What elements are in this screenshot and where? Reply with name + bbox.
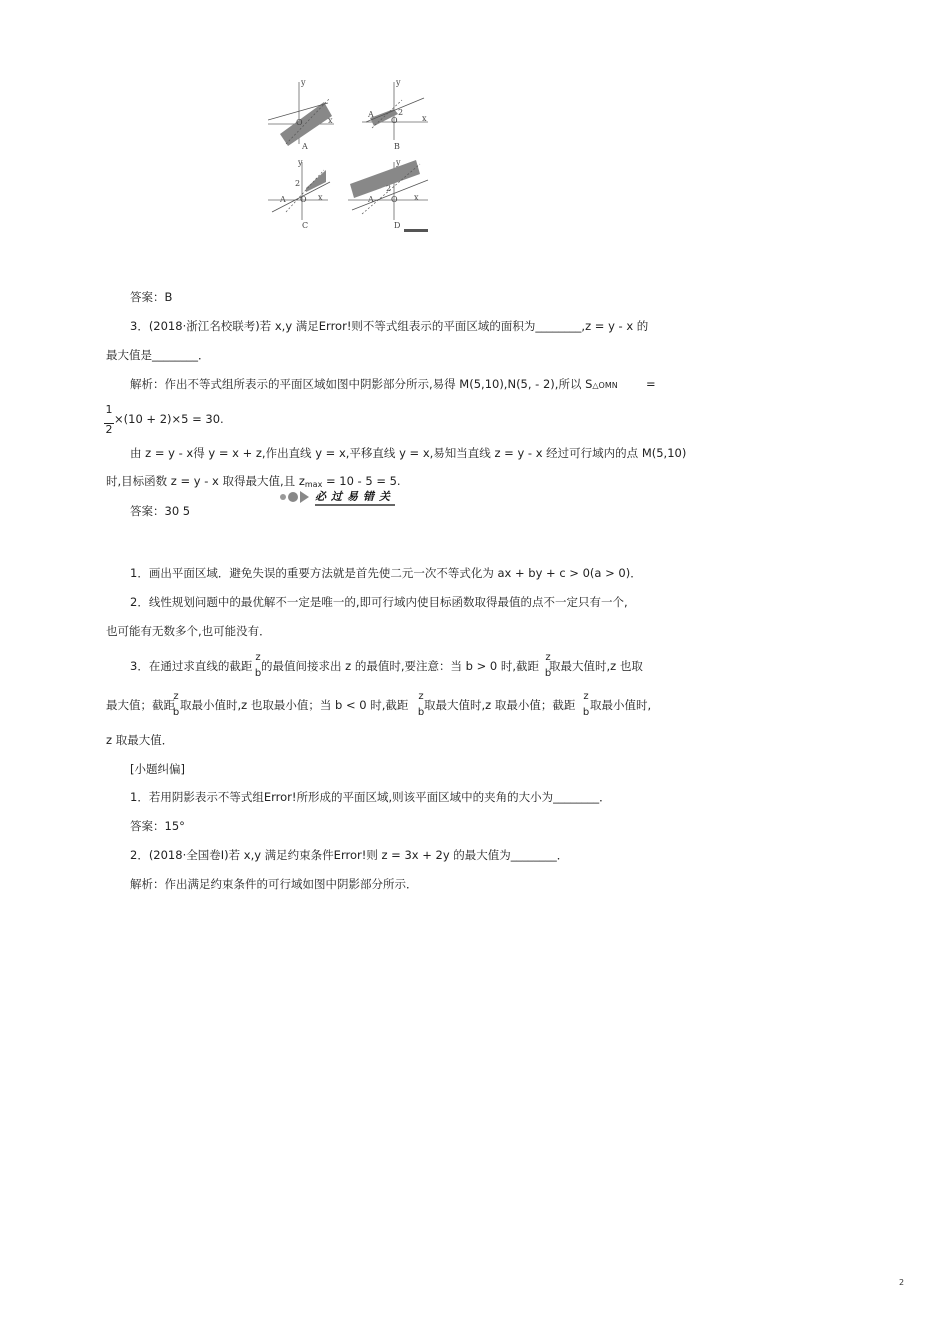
section-heading-corrections: [小题纠偏] bbox=[130, 762, 185, 776]
figure-option-b bbox=[362, 78, 432, 153]
page-number: 2 bbox=[899, 1278, 905, 1287]
fraction-denominator-2: 2 bbox=[105, 423, 113, 436]
tip-1: 1．画出平面区域．避免失误的重要方法就是首先使二元一次不等式化为 ax + by + c > 0(a > 0)． bbox=[130, 566, 642, 580]
problem-3-line: 3．(2018·浙江名校联考)若 x,y 满足Error!则不等式组表示的平面区域的面积为________,z = y - x 的 bbox=[130, 319, 649, 333]
solution-line-3-text: 时,目标函数 z = y - x 取得最大值,且 z bbox=[106, 474, 305, 488]
fraction-z-3: z bbox=[173, 691, 179, 702]
tip-3-line-2-part-1: 最大值；截距 bbox=[106, 698, 175, 712]
graph-d-origin-label: O bbox=[391, 195, 398, 204]
graph-d-a-label: A bbox=[368, 195, 374, 204]
fraction-b-5: b bbox=[582, 707, 590, 718]
graph-d-y-label: y bbox=[396, 158, 401, 167]
graph-d-2-label: 2 bbox=[386, 184, 392, 193]
answer-line-b: 答案：B bbox=[130, 290, 173, 304]
equals-sign: = bbox=[646, 377, 656, 391]
solution-line-1 bbox=[130, 377, 618, 393]
banner-arrow-icon bbox=[300, 491, 309, 503]
graph-b-y-label: y bbox=[396, 78, 401, 87]
graph-b-x-label: x bbox=[422, 114, 427, 123]
tip-2: 2．线性规划问题中的最优解不一定是唯一的,即可行域内使目标函数取得最值的点不一定只有一个, bbox=[130, 595, 628, 609]
banner-dot-large bbox=[288, 492, 298, 502]
fraction-z-5: z bbox=[583, 691, 589, 702]
fraction-b-4: b bbox=[417, 707, 425, 718]
fraction-b-3: b bbox=[172, 707, 180, 718]
section-banner bbox=[280, 489, 395, 505]
answer-line-30-5: 答案：30 5 bbox=[130, 504, 191, 518]
banner-dot-small bbox=[280, 494, 286, 500]
graph-b-2-label: 2 bbox=[398, 108, 404, 117]
graph-c-2-label: 2 bbox=[295, 179, 301, 188]
decorative-underline bbox=[404, 229, 428, 232]
graph-a-x-label: x bbox=[328, 116, 333, 125]
solution-correction-2: 解析：作出满足约束条件的可行域如图中阴影部分所示． bbox=[130, 877, 418, 891]
tip-3-part-3: 取最大值时,z 也取 bbox=[549, 659, 643, 673]
solution-text: 解析：作出不等式组所表示的平面区域如图中阴影部分所示,易得 M(5,10),N(5, - 2),所以 S bbox=[130, 377, 593, 391]
problem-3-line-cont: 最大值是________． bbox=[106, 348, 210, 362]
graph-b-caption: B bbox=[394, 142, 400, 151]
figure-option-d bbox=[348, 158, 432, 233]
graph-a-caption: A bbox=[302, 142, 308, 151]
triangle-subscript: △OMN bbox=[592, 381, 618, 390]
fraction-numerator-1: 1 bbox=[105, 403, 113, 416]
graph-a-origin-label: O bbox=[296, 118, 303, 127]
tip-3-line-2-part-4: 取最小值时, bbox=[590, 698, 652, 712]
graph-c-origin-label: O bbox=[300, 195, 307, 204]
correction-1: 1．若用阴影表示不等式组Error!所形成的平面区域,则该平面区域中的夹角的大小为________． bbox=[130, 790, 611, 804]
graph-b-origin-label: O bbox=[391, 116, 398, 125]
graph-c-x-label: x bbox=[318, 193, 323, 202]
figure-option-a bbox=[268, 78, 338, 153]
graph-b-a-label: A bbox=[368, 110, 374, 119]
correction-2: 2．(2018·全国卷Ⅰ)若 x,y 满足约束条件Error!则 z = 3x + 2y 的最大值为________． bbox=[130, 848, 569, 862]
graph-c-a-label: A bbox=[280, 195, 286, 204]
solution-line-2: 由 z = y - x得 y = x + z,作出直线 y = x,平移直线 y = x,易知当直线 z = y - x 经过可行域内的点 M(5,10) bbox=[130, 446, 687, 460]
tip-3-line-2-part-3: 取最大值时,z 取最小值；截距 bbox=[424, 698, 576, 712]
graph-c-caption: C bbox=[302, 221, 309, 230]
fraction-b-1: b bbox=[254, 668, 262, 679]
fraction-b-2: b bbox=[544, 668, 552, 679]
graph-a-y-label: y bbox=[301, 78, 306, 87]
tip-3-line-2-part-2: 取最小值时,z 也取最小值；当 b < 0 时,截距 bbox=[180, 698, 409, 712]
graph-d-plot bbox=[348, 158, 432, 233]
tip-2-cont: 也可能有无数多个,也可能没有． bbox=[106, 624, 271, 638]
graph-c-y-label: y bbox=[298, 158, 303, 167]
fraction-z-4: z bbox=[418, 691, 424, 702]
graph-d-caption: D bbox=[394, 221, 401, 230]
area-calculation: ×(10 + 2)×5 = 30. bbox=[114, 412, 224, 426]
banner-title: 必过易错关 bbox=[315, 488, 395, 506]
graph-d-x-label: x bbox=[414, 193, 419, 202]
fraction-z-2: z bbox=[545, 652, 551, 663]
max-subscript: max bbox=[304, 480, 323, 489]
solution-line-3-end: = 10 - 5 = 5. bbox=[322, 474, 401, 488]
answer-line-15-deg: 答案：15° bbox=[130, 819, 185, 833]
tip-3-part-2: 的最值间接求出 z 的最值时,要注意：当 b > 0 时,截距 bbox=[261, 659, 540, 673]
fraction-z-1: z bbox=[255, 652, 261, 663]
tip-3-line-3: z 取最大值． bbox=[106, 733, 174, 747]
figure-option-c bbox=[268, 158, 338, 233]
tip-3-part-1: 3．在通过求直线的截距 bbox=[130, 659, 253, 673]
